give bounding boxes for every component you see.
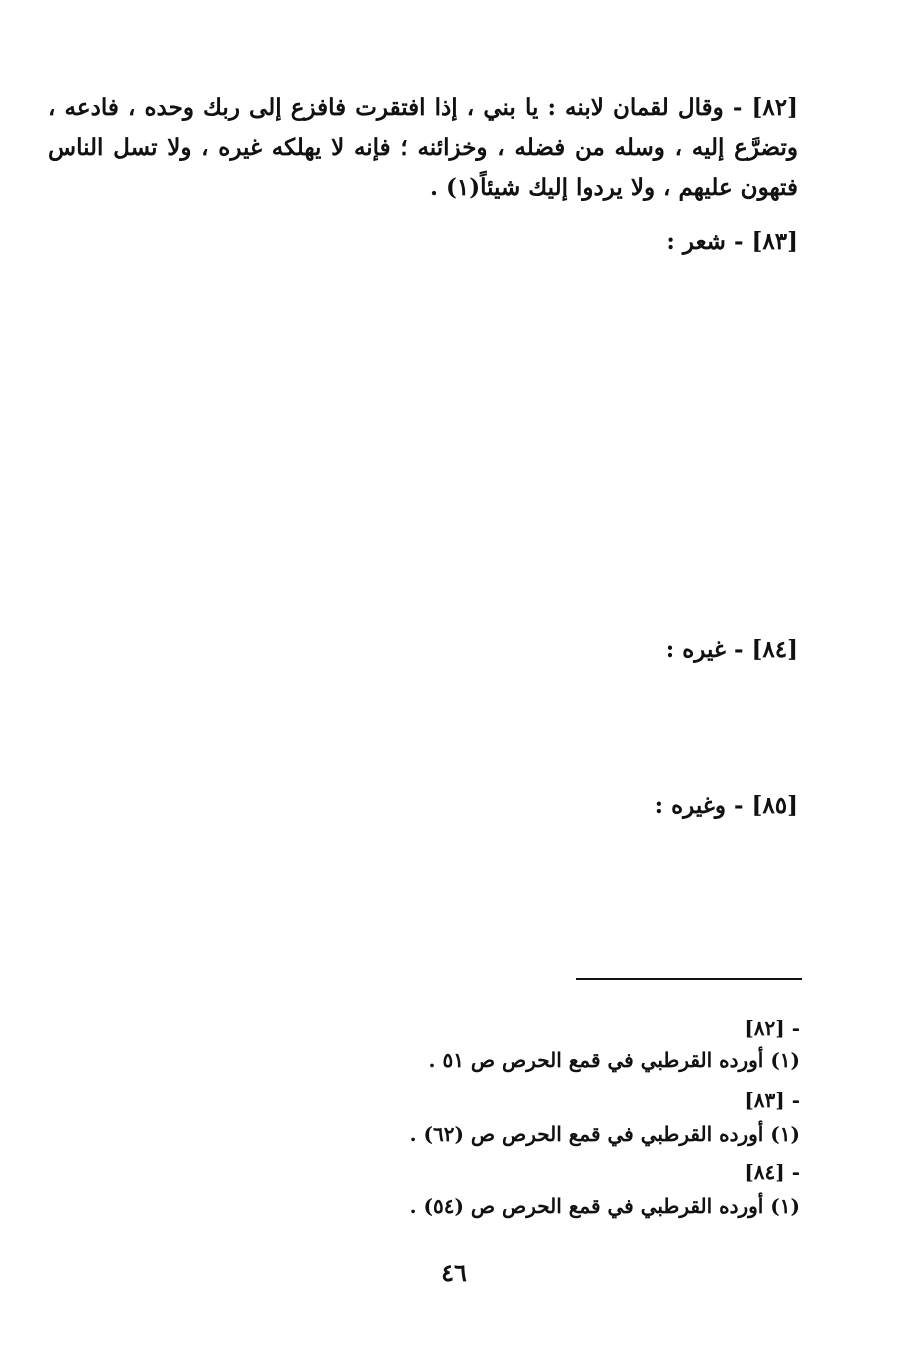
paragraph-82: [٨٢] - وقال لقمان لابنه : يا بني ، إذا افتقرت فافزع إلى ربك وحده ، فادعه ، وتضرَّع إليه ، وسله من فضله ، وخزائنه ؛ فإنه لا يهلكه غيره ، ولا تسل الناس فتهون عليهم ، ولا يردوا إليك شيئاً(١) . [48, 94, 798, 201]
footnote-ref: [٨٢] - [744, 1016, 800, 1040]
page-number: ٤٦ [441, 1258, 467, 1287]
footnote-separator [576, 978, 802, 980]
footnote-ref: [٨٣] - [744, 1088, 800, 1112]
heading-83: [٨٣] - شعر : [666, 228, 798, 255]
heading-85: [٨٥] - وغيره : [654, 792, 798, 819]
footnote-text: (١) أورده القرطبي في قمع الحرص ص (٦٢) . [409, 1122, 800, 1146]
heading-84: [٨٤] - غيره : [665, 636, 798, 663]
footnote-ref: [٨٤] - [744, 1160, 800, 1184]
footnote-text: (١) أورده القرطبي في قمع الحرص ص ٥١ . [428, 1048, 800, 1072]
footnote-text: (١) أورده القرطبي في قمع الحرص ص (٥٤) . [409, 1194, 800, 1218]
